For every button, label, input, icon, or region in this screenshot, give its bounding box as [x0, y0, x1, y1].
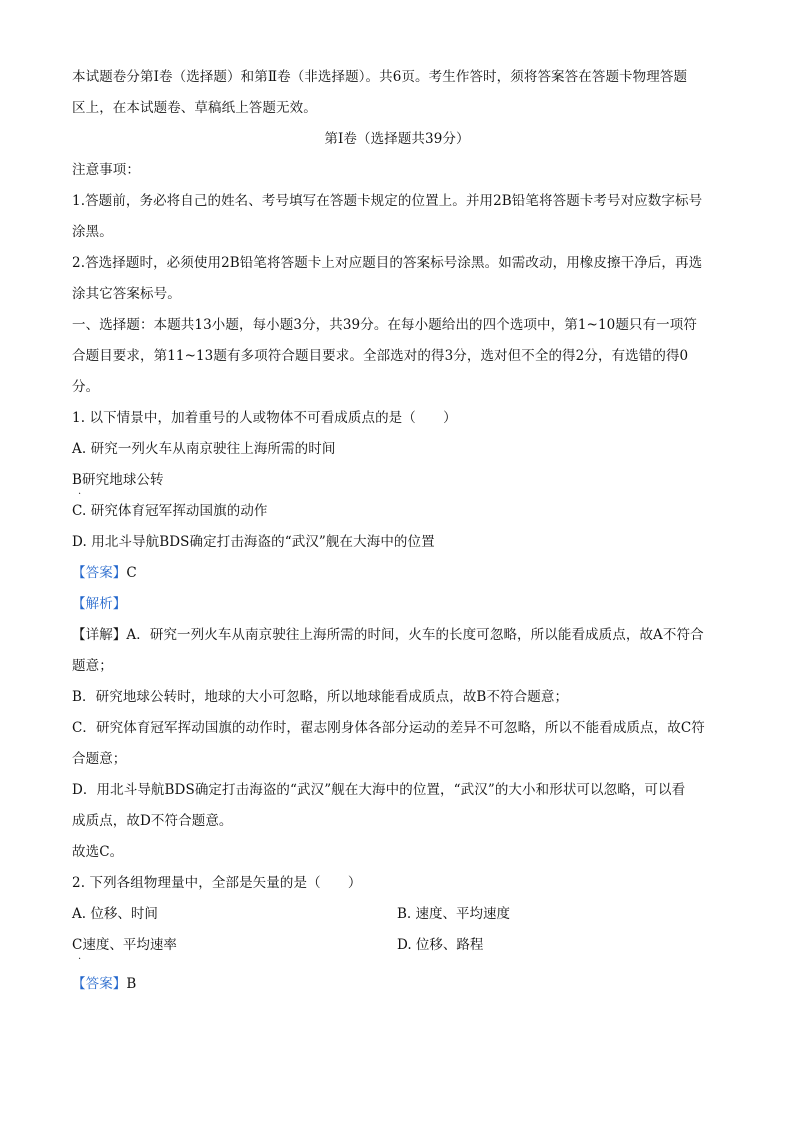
q1-option-a: A. 研究一列火车从南京驶往上海所需的时间 — [72, 441, 336, 457]
q1-answer-row — [72, 558, 722, 589]
q1-detail-tag: 【详解】 — [72, 627, 127, 643]
q2-option-b: B. 速度、平均速度 — [397, 906, 511, 922]
note-2-line-1: 2.答选择题时，必须使用2B铅笔将答题卡上对应题目的答案标号涂黑。如需改动，用橡皮擦干净后，再选 — [72, 255, 703, 271]
part1-instruction-line-2: 合题目要求，第11~13题有多项符合题目要求。全部选对的得3分，选对但不全的得2分，有选错的得0 — [72, 348, 689, 364]
q2-options-row-2 — [72, 930, 722, 961]
q2-answer-value: B — [126, 976, 137, 992]
q1-answer-value: C — [126, 565, 137, 581]
q2-option-d: D. 位移、路程 — [397, 937, 484, 953]
intro-line-2: 区上，在本试题卷、草稿纸上答题无效。 — [72, 100, 317, 116]
q1-detail-d-line-1: D．用北斗导航BDS确定打击海盗的“武汉”舰在大海中的位置，“武汉”的大小和形状可以忽略，可以看 — [72, 782, 686, 798]
q1-analysis-row — [72, 589, 722, 620]
q1-analysis-tag: 【解析】 — [72, 596, 127, 612]
q1-option-c: C. 研究体育冠军挥动国旗的动作 — [72, 503, 268, 519]
notes-heading: 注意事项： — [72, 162, 140, 178]
q1-stem: 1. 以下情景中，加着重号的人或物体不可看成质点的是（ ） — [72, 410, 457, 426]
q1-conclusion: 故选C。 — [72, 844, 124, 860]
q1-option-d: D. 用北斗导航BDS确定打击海盗的“武汉”舰在大海中的位置 — [72, 534, 435, 550]
q2-answer-row — [72, 969, 722, 1000]
q1-detail-a-text: A．研究一列火车从南京驶往上海所需的时间，火车的长度可忽略，所以能看成质点，故A不符合 — [126, 627, 704, 643]
q1-detail-a-line-2: 题意； — [72, 658, 113, 674]
part1-instruction-line-3: 分。 — [72, 379, 100, 395]
q1-detail-c-line-2: 合题意； — [72, 751, 127, 767]
q1-detail-c-line-1: C．研究体育冠军挥动国旗的动作时，翟志刚身体各部分运动的差异不可忽略，所以不能看成质点，故C符 — [72, 720, 705, 736]
q2-option-a: A. 位移、时间 — [72, 906, 158, 922]
part1-instruction-line-1: 一、选择题：本题共13小题，每小题3分，共39分。在每小题给出的四个选项中，第1~10题只有一项符 — [72, 317, 697, 333]
q2-answer-tag: 【答案】 — [72, 976, 127, 992]
q1-detail-a-line-1 — [72, 620, 722, 651]
intro-line-1: 本试题卷分第Ⅰ卷（选择题）和第Ⅱ卷（非选择题）。共6页。考生作答时，须将答案答在答题卡物理答题 — [72, 69, 688, 85]
note-1-line-1: 1.答题前，务必将自己的姓名、考号填写在答题卡规定的位置上。并用2B铅笔将答题卡考号对应数字标号 — [72, 193, 703, 209]
q2-options-row-1 — [72, 899, 722, 930]
q2-stem: 2. 下列各组物理量中，全部是矢量的是（ ） — [72, 875, 362, 891]
q1-detail-d-line-2: 成质点，故D不符合题意。 — [72, 813, 233, 829]
q1-detail-b: B．研究地球公转时，地球的大小可忽略，所以地球能看成质点，故B不符合题意； — [72, 689, 569, 705]
note-1-line-2: 涂黑。 — [72, 224, 113, 240]
q2-option-c: C速度、平均速率 — [72, 937, 177, 953]
note-2-line-2: 涂其它答案标号。 — [72, 286, 181, 302]
exam-document — [72, 62, 722, 1000]
q1-option-b: B研究地球公转 · — [72, 465, 722, 496]
section-title: 第Ⅰ卷（选择题共39分） — [324, 131, 470, 147]
q1-answer-tag: 【答案】 — [72, 565, 127, 581]
